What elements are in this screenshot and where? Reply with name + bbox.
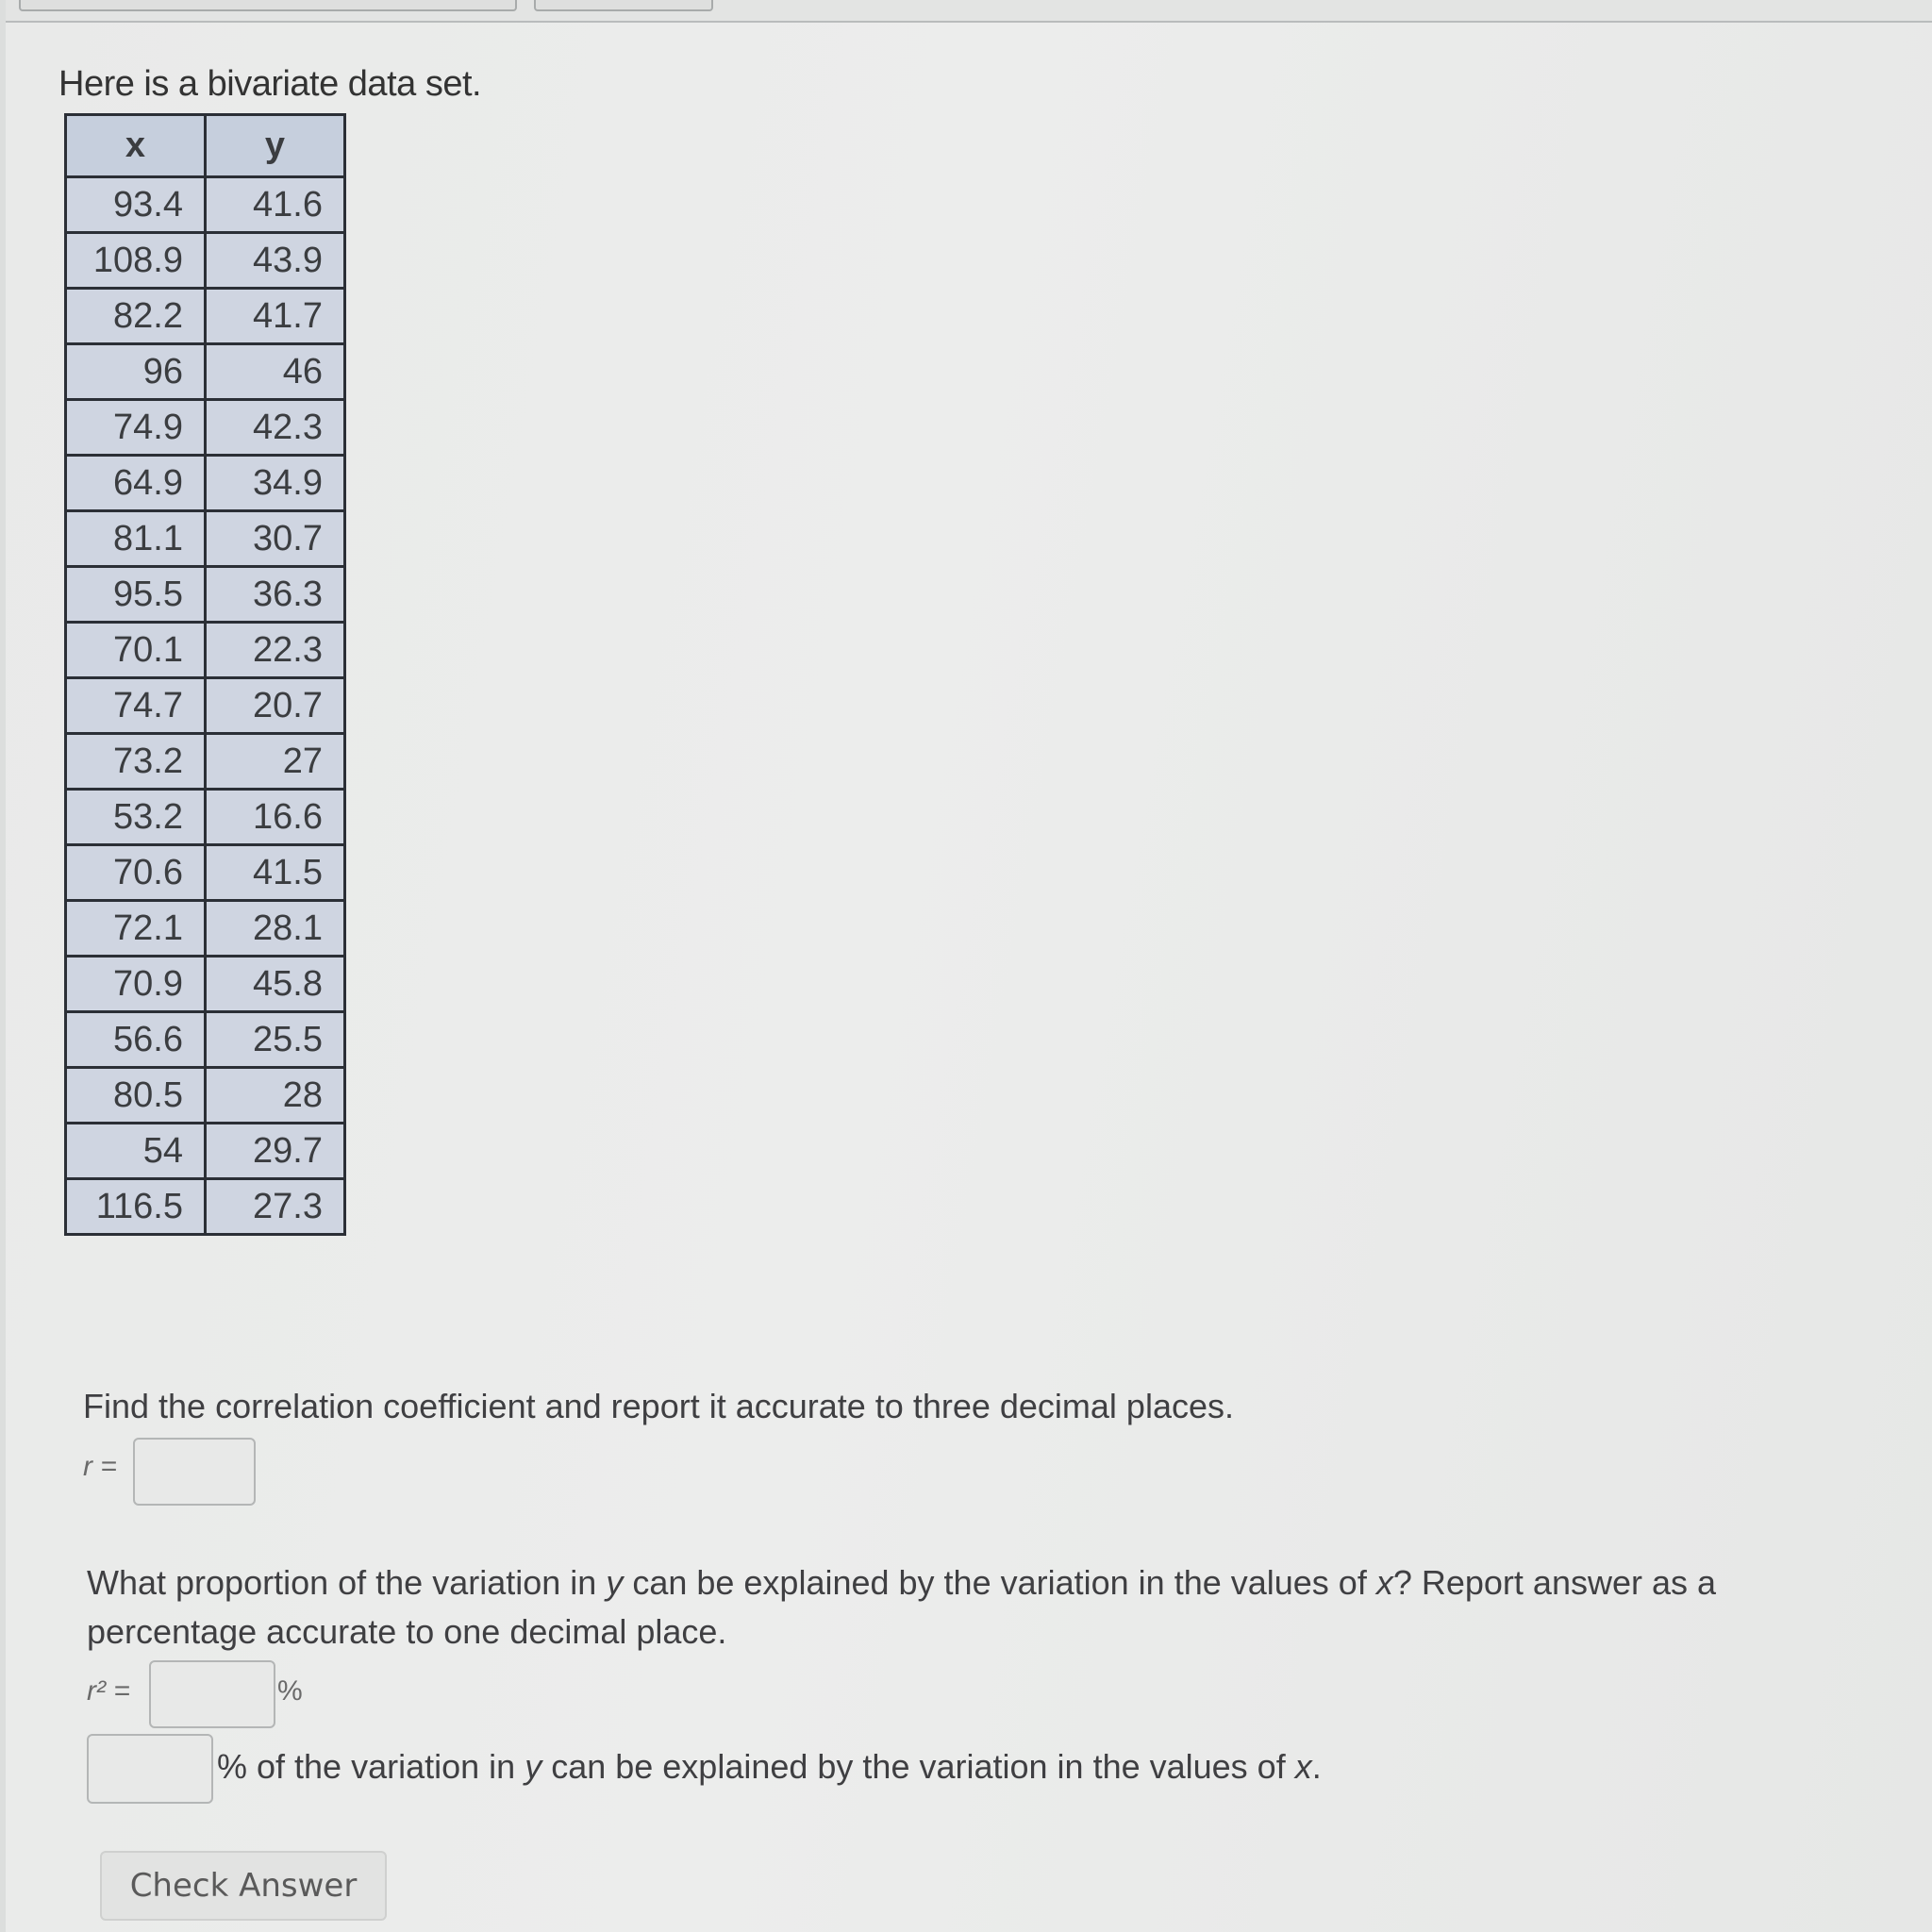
cell-x: 108.9 — [66, 233, 206, 289]
cell-y: 27.3 — [206, 1179, 345, 1235]
top-toolbar-strip — [6, 0, 1932, 23]
table-row — [66, 1012, 345, 1068]
cell-y: 28.1 — [206, 901, 345, 957]
percent-suffix: % — [277, 1675, 303, 1707]
table-row — [66, 901, 345, 957]
cell-y: 41.6 — [206, 177, 345, 233]
cell-y: 16.6 — [206, 790, 345, 845]
table-row — [66, 344, 345, 400]
q2-text-2: can be explained by the variation in the values of — [623, 1563, 1376, 1602]
cell-x: 96 — [66, 344, 206, 400]
table-row — [66, 400, 345, 456]
table-row — [66, 623, 345, 678]
check-answer-button[interactable]: Check Answer — [100, 1851, 387, 1921]
column-header-y: y — [206, 115, 345, 177]
cell-y: 25.5 — [206, 1012, 345, 1068]
percentage-sentence-input[interactable] — [87, 1734, 213, 1804]
q2-var-x: x — [1375, 1563, 1393, 1602]
cell-x: 74.9 — [66, 400, 206, 456]
cell-x: 70.1 — [66, 623, 206, 678]
table-row — [66, 790, 345, 845]
cell-y: 45.8 — [206, 957, 345, 1012]
table-row — [66, 289, 345, 344]
sentence-var-x: x — [1294, 1747, 1312, 1786]
cell-x: 73.2 — [66, 734, 206, 790]
cell-y: 29.7 — [206, 1124, 345, 1179]
cell-x: 72.1 — [66, 901, 206, 957]
r-label: r = — [83, 1451, 117, 1482]
table-row — [66, 957, 345, 1012]
r-squared-input[interactable] — [149, 1660, 275, 1728]
top-tab[interactable] — [534, 0, 713, 11]
cell-y: 36.3 — [206, 567, 345, 623]
bivariate-data-table — [64, 113, 346, 1236]
table-row — [66, 1068, 345, 1124]
proportion-question — [87, 1558, 1860, 1657]
cell-x: 70.9 — [66, 957, 206, 1012]
cell-x: 54 — [66, 1124, 206, 1179]
cell-y: 41.5 — [206, 845, 345, 901]
page — [6, 0, 1932, 1932]
cell-x: 53.2 — [66, 790, 206, 845]
cell-y: 28 — [206, 1068, 345, 1124]
table-row — [66, 845, 345, 901]
r-squared-label: r² = — [87, 1675, 130, 1707]
table-row — [66, 1124, 345, 1179]
table-row — [66, 567, 345, 623]
percentage-sentence — [217, 1747, 1322, 1787]
cell-y: 42.3 — [206, 400, 345, 456]
table-row — [66, 456, 345, 511]
cell-y: 22.3 — [206, 623, 345, 678]
cell-x: 74.7 — [66, 678, 206, 734]
table-row — [66, 734, 345, 790]
table-row — [66, 233, 345, 289]
r-answer-input[interactable] — [133, 1438, 256, 1506]
table-row — [66, 511, 345, 567]
correlation-question: Find the correlation coefficient and report it accurate to three decimal places. — [83, 1387, 1234, 1425]
table-row — [66, 678, 345, 734]
intro-text: Here is a bivariate data set. — [58, 64, 482, 104]
cell-y: 27 — [206, 734, 345, 790]
cell-y: 41.7 — [206, 289, 345, 344]
cell-y: 30.7 — [206, 511, 345, 567]
sentence-text-2: can be explained by the variation in the values of — [541, 1747, 1295, 1786]
cell-y: 43.9 — [206, 233, 345, 289]
cell-x: 116.5 — [66, 1179, 206, 1235]
table-row — [66, 1179, 345, 1235]
sentence-var-y: y — [525, 1747, 542, 1786]
cell-x: 80.5 — [66, 1068, 206, 1124]
q2-var-y: y — [606, 1563, 624, 1602]
q2-text-1: What proportion of the variation in — [87, 1563, 607, 1602]
cell-y: 20.7 — [206, 678, 345, 734]
cell-x: 95.5 — [66, 567, 206, 623]
top-tab[interactable] — [19, 0, 517, 11]
cell-y: 34.9 — [206, 456, 345, 511]
q2-text-3: ? Report answer as a percentage accurate to one decimal place. — [87, 1563, 1717, 1651]
cell-x: 93.4 — [66, 177, 206, 233]
cell-x: 81.1 — [66, 511, 206, 567]
sentence-text-3: . — [1311, 1747, 1322, 1786]
table-row — [66, 177, 345, 233]
table-header-row — [66, 115, 345, 177]
cell-x: 82.2 — [66, 289, 206, 344]
cell-x: 70.6 — [66, 845, 206, 901]
cell-x: 64.9 — [66, 456, 206, 511]
sentence-text-1: % of the variation in — [217, 1747, 525, 1786]
cell-y: 46 — [206, 344, 345, 400]
column-header-x: x — [66, 115, 206, 177]
cell-x: 56.6 — [66, 1012, 206, 1068]
